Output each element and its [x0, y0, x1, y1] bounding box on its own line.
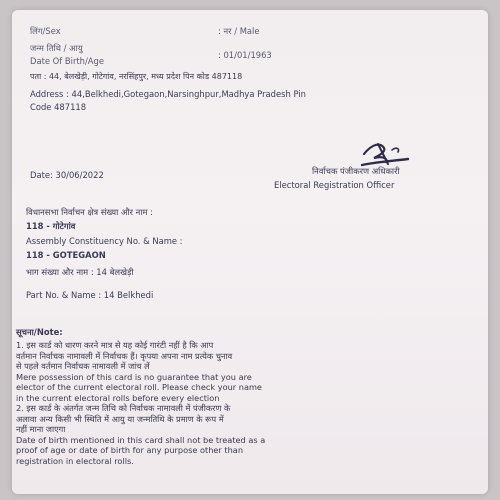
note-line: proof of age or date of birth for any purpose other than	[16, 445, 244, 455]
officer-title-hindi: निर्वाचक पंजीकरण अधिकारी	[312, 166, 400, 176]
note-body	[16, 340, 265, 466]
note-line: in the current electoral rolls before every election	[16, 392, 220, 403]
note-heading: सूचना/Note:	[16, 327, 63, 337]
note-line: अलावा अन्य किसी भी स्थिति में आयु या जन्मतिथि के प्रमाण के रूप में	[16, 413, 224, 424]
note-line: वर्तमान निर्वाचक नामावली में निर्वाचक हैं। कृपया अपना नाम प्रत्येक चुनाव	[16, 350, 233, 361]
address-english-line1: Address : 44,Belkhedi,Gotegaon,Narsinghpur,Madhya Pradesh Pin	[30, 89, 306, 99]
part-hindi: भाग संख्या और नाम : 14 बेलखेड़ी	[26, 267, 134, 277]
note-line: 2. इस कार्ड के अंतर्गत जन्म तिथि को निर्वाचक नामावली में पंजीकरण के	[16, 403, 231, 413]
note-line: 1. इस कार्ड को धारण करने मात्र से यह कोई गारंटी नहीं है कि आप	[16, 340, 214, 350]
note-line: Date of birth mentioned in this card shall not be treated as a	[16, 434, 266, 445]
constituency-label-hindi: विधानसभा निर्वाचन क्षेत्र संख्या और नाम :	[26, 207, 153, 217]
sex-label: लिंग/Sex	[30, 26, 61, 36]
constituency-label-english: Assembly Constituency No. & Name :	[26, 236, 183, 246]
constituency-value-english: 118 - GOTEGAON	[26, 250, 106, 260]
address-english-line2: Code 487118	[30, 102, 87, 112]
voter-id-card-back	[12, 10, 488, 494]
officer-title-english: Electoral Registration Officer	[274, 180, 395, 190]
dob-label-english: Date Of Birth/Age	[30, 56, 105, 66]
note-line: से पहले वर्तमान निर्वाचक नामावली में जांच लें	[16, 361, 150, 371]
note-line: Mere possession of this card is no guarantee that you are	[16, 371, 252, 382]
dob-label-hindi: जन्म तिथि / आयु	[30, 43, 83, 53]
note-line: elector of the current electoral roll. Please check your name	[16, 382, 262, 392]
sex-value: : नर / Male	[218, 26, 260, 36]
note-line: registration in electoral rolls.	[16, 455, 134, 466]
address-hindi: पता : 44, बेलखेड़ी, गोटेगांव, नरसिंहपुर, मध्य प्रदेश पिन कोड 487118	[30, 72, 243, 81]
constituency-value-hindi: 118 - गोटेगांव	[26, 221, 76, 231]
part-english: Part No. & Name : 14 Belkhedi	[26, 290, 154, 300]
issue-date: Date: 30/06/2022	[30, 170, 104, 180]
dob-value: : 01/01/1963	[218, 50, 272, 60]
note-line: नहीं माना जाएगा	[16, 424, 66, 434]
